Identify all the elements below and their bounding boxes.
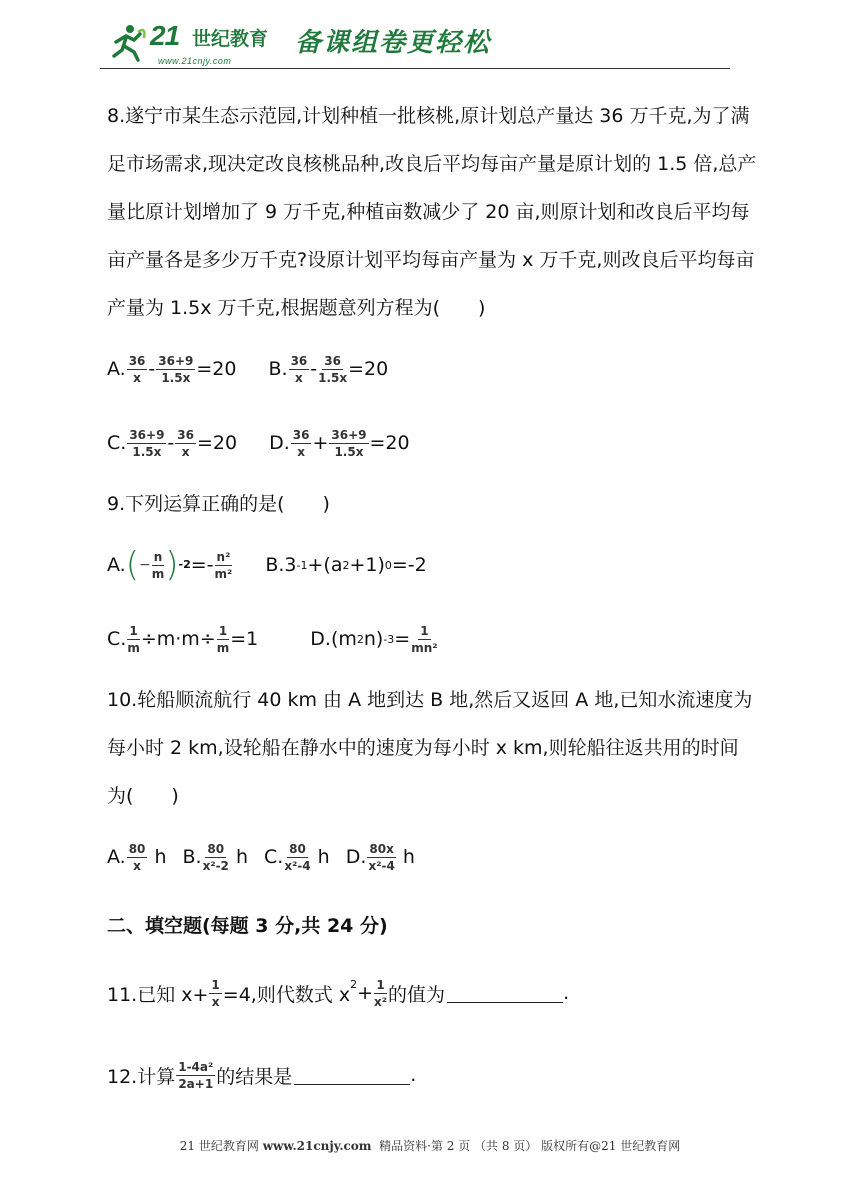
q9-option-a[interactable]: A. ( − $\frac{n}{m}$ ) -2 =- $\frac{\text{n²}}{\text{m²}}$ bbox=[107, 545, 233, 585]
fraction: $\frac{1}{x}$ bbox=[211, 977, 220, 1009]
question-8-options-row-1 bbox=[107, 332, 757, 406]
fraction: $\frac{1}{m}$ bbox=[127, 623, 140, 655]
question-12: 12.计算 $\frac{\text{1-4a²}}{2a+1}$ 的结果是 . bbox=[107, 1059, 417, 1091]
answer-blank-12[interactable] bbox=[294, 1066, 410, 1085]
q8-option-d[interactable]: D. $\frac{36}{x}$ + $\frac{36+9}{1.5x}$ =20 bbox=[269, 427, 410, 459]
question-8-options-row-2 bbox=[107, 406, 757, 480]
fraction: $\frac{1}{m}$ bbox=[216, 623, 230, 655]
fraction: $\frac{1}{\text{mn²}}$ bbox=[411, 623, 438, 655]
document-body bbox=[107, 92, 757, 1112]
logo-name: 世纪教育 bbox=[192, 28, 269, 50]
q10-option-d[interactable]: D. $\frac{80x}{\text{x²-4}}$ h bbox=[345, 841, 415, 873]
q10-option-c[interactable]: C. $\frac{80}{\text{x²-4}}$ h bbox=[264, 841, 330, 873]
q8-option-b[interactable]: B. $\frac{36}{x}$ - $\frac{36}{1.5x}$ =20 bbox=[268, 353, 389, 385]
fraction: $\frac{36}{x}$ bbox=[292, 427, 310, 459]
q10-option-b[interactable]: B. $\frac{80}{\text{x²-2}}$ h bbox=[182, 841, 248, 873]
logo-url: www.21cnjy.com bbox=[158, 56, 232, 66]
q9-option-c[interactable]: C. $\frac{1}{m}$ ÷m·m÷ $\frac{1}{m}$ =1 bbox=[107, 623, 259, 655]
fraction: $\frac{80x}{\text{x²-4}}$ bbox=[368, 841, 395, 873]
left-paren: ( bbox=[125, 545, 139, 585]
q9-option-b[interactable]: B. 3 -1 +(a 2 +1) 0 =-2 bbox=[265, 554, 427, 576]
question-8-text: 8.遂宁市某生态示范园,计划种植一批核桃,原计划总产量达 36 万千克,为了满足市场需求,现决定改良核桃品种,改良后平均每亩产量是原计划的 1.5 倍,总产量比原计划增加了 9 万千克,种植亩数减少了 20 亩,则原计划和改良后平均每亩产量各是多少万千克?设原计划平均每亩产量为 x 万千克,则改良后平均每亩产量为 1.5x 万千克,根据题意列方程为( ) bbox=[107, 105, 757, 319]
header-slogan: 备课组卷更轻松 bbox=[295, 28, 492, 58]
question-9-options-row-2 bbox=[107, 602, 757, 676]
fraction: $\frac{n}{m}$ bbox=[151, 549, 165, 581]
fraction: $\frac{36+9}{1.5x}$ bbox=[331, 427, 367, 459]
question-10-options-row bbox=[107, 820, 757, 894]
fraction: $\frac{\text{1-4a²}}{2a+1}$ bbox=[178, 1059, 214, 1091]
fraction: $\frac{80}{\text{x²-4}}$ bbox=[284, 841, 311, 873]
header-divider bbox=[100, 68, 730, 69]
fraction: $\frac{36+9}{1.5x}$ bbox=[129, 427, 165, 459]
question-9-options-row-1 bbox=[107, 528, 757, 602]
question-9-text: 9.下列运算正确的是( ) bbox=[107, 493, 330, 515]
q9-option-d[interactable]: D. (m 2 n) -3 = $\frac{1}{\text{mn²}}$ bbox=[310, 623, 438, 655]
q8-option-a[interactable]: A. $\frac{36}{x}$ - $\frac{36+9}{1.5x}$ =20 bbox=[107, 353, 237, 385]
q8-option-c[interactable]: C. $\frac{36+9}{1.5x}$ - $\frac{36}{x}$ =20 bbox=[107, 427, 238, 459]
page-footer: 21 世纪教育网 www.21cnjy.com 精品资料·第 2 页 （共 8 页） 版权所有@21 世纪教育网 bbox=[179, 1139, 681, 1153]
fraction: $\frac{36}{x}$ bbox=[177, 427, 194, 459]
fraction: $\frac{36}{1.5x}$ bbox=[318, 353, 348, 385]
right-paren: ) bbox=[165, 545, 179, 585]
page-header bbox=[100, 18, 730, 70]
logo-number: 21 bbox=[150, 20, 180, 51]
fraction: $\frac{80}{\text{x²-2}}$ bbox=[202, 841, 229, 873]
footer-url[interactable]: www.21cnjy.com bbox=[262, 1139, 372, 1153]
runner-logo-icon bbox=[108, 22, 148, 62]
fraction: $\frac{80}{x}$ bbox=[128, 841, 146, 873]
section-heading: 二、填空题(每题 3 分,共 24 分) bbox=[107, 915, 388, 937]
question-11: 11.已知 x+ $\frac{1}{x}$ =4,则代数式 x $^2$ + $\frac{1}{\text{x²}}$ 的值为 . bbox=[107, 977, 570, 1009]
fraction: $\frac{36}{x}$ bbox=[290, 353, 308, 385]
fraction: $\frac{36}{x}$ bbox=[128, 353, 146, 385]
answer-blank-11[interactable] bbox=[447, 984, 563, 1003]
fraction: $\frac{1}{\text{x²}}$ bbox=[374, 977, 388, 1009]
question-10-text: 10.轮船顺流航行 40 km 由 A 地到达 B 地,然后又返回 A 地,已知水流速度为每小时 2 km,设轮船在静水中的速度为每小时 x km,则轮船往返共用的时间为( ) bbox=[107, 689, 753, 807]
fraction: $\frac{36+9}{1.5x}$ bbox=[158, 353, 194, 385]
q10-option-a[interactable]: A. $\frac{80}{x}$ h bbox=[107, 841, 167, 873]
fraction: $\frac{\text{n²}}{\text{m²}}$ bbox=[214, 549, 233, 581]
